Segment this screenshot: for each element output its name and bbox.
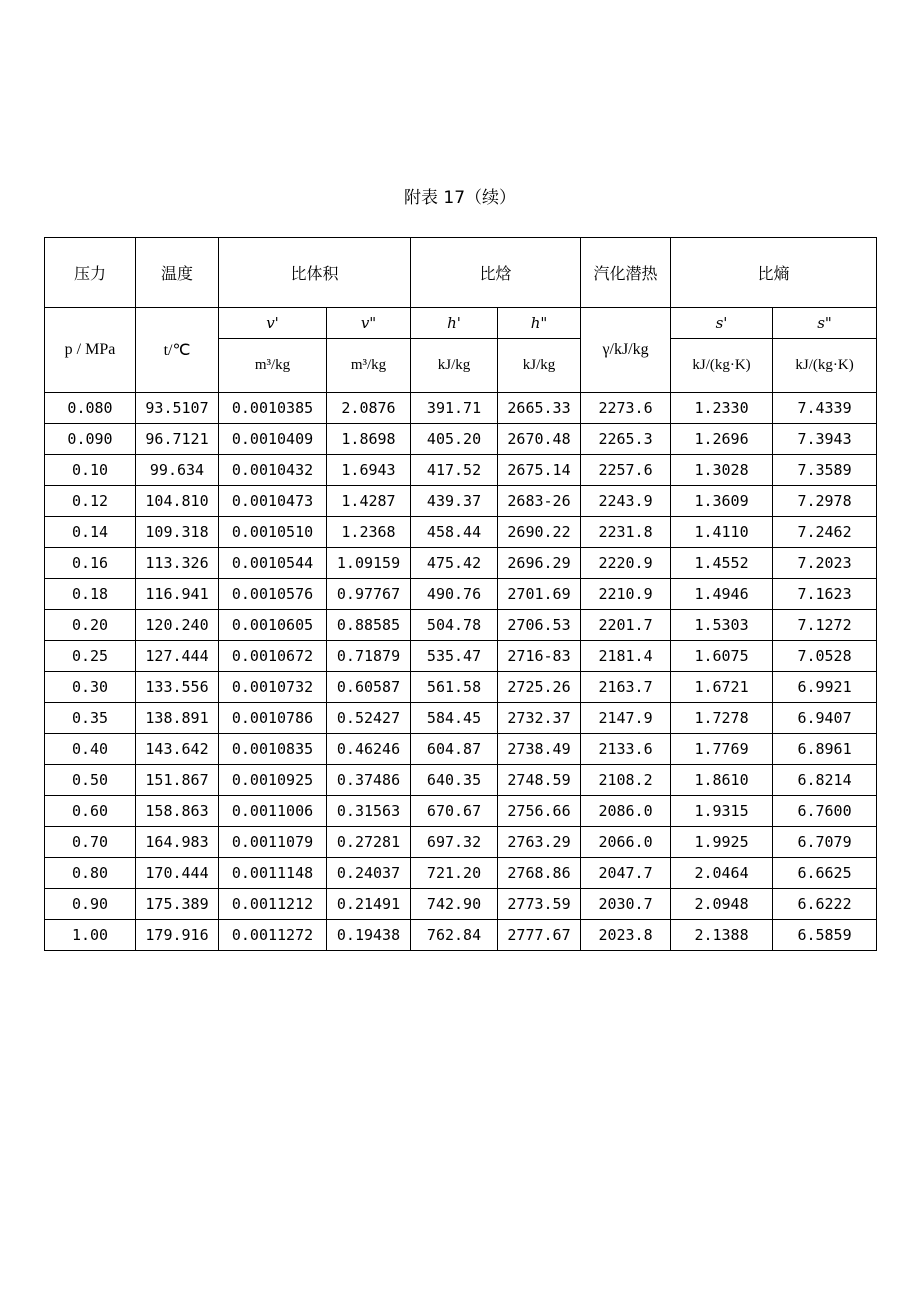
table-cell: 0.52427 — [327, 703, 411, 734]
table-cell: 0.46246 — [327, 734, 411, 765]
table-cell: 175.389 — [136, 889, 219, 920]
table-cell: 158.863 — [136, 796, 219, 827]
table-row — [45, 920, 877, 951]
table-cell: 417.52 — [411, 455, 498, 486]
table-cell: 0.71879 — [327, 641, 411, 672]
header-specific-volume: 比体积 — [219, 238, 411, 308]
table-cell: 2066.0 — [581, 827, 671, 858]
table-cell: 0.080 — [45, 393, 136, 424]
table-cell: 1.8610 — [671, 765, 773, 796]
table-cell: 0.25 — [45, 641, 136, 672]
table-cell: 1.4946 — [671, 579, 773, 610]
table-cell: 604.87 — [411, 734, 498, 765]
table-cell: 7.4339 — [773, 393, 877, 424]
table-cell: 116.941 — [136, 579, 219, 610]
table-cell: 640.35 — [411, 765, 498, 796]
table-cell: 0.88585 — [327, 610, 411, 641]
table-row — [45, 393, 877, 424]
table-cell: 96.7121 — [136, 424, 219, 455]
table-row — [45, 641, 877, 672]
table-cell: 0.0010925 — [219, 765, 327, 796]
table-cell: 0.30 — [45, 672, 136, 703]
table-cell: 2.0464 — [671, 858, 773, 889]
table-cell: 1.6721 — [671, 672, 773, 703]
table-cell: 7.3589 — [773, 455, 877, 486]
table-cell: 490.76 — [411, 579, 498, 610]
table-cell: 0.090 — [45, 424, 136, 455]
table-cell: 6.8214 — [773, 765, 877, 796]
table-cell: 2047.7 — [581, 858, 671, 889]
unit-h2: kJ/kg — [498, 339, 581, 393]
table-cell: 104.810 — [136, 486, 219, 517]
unit-v2: m³/kg — [327, 339, 411, 393]
table-cell: 7.1272 — [773, 610, 877, 641]
table-cell: 0.0010409 — [219, 424, 327, 455]
table-cell: 7.0528 — [773, 641, 877, 672]
table-cell: 7.2978 — [773, 486, 877, 517]
table-cell: 93.5107 — [136, 393, 219, 424]
table-cell: 2147.9 — [581, 703, 671, 734]
table-cell: 0.14 — [45, 517, 136, 548]
table-cell: 0.0010835 — [219, 734, 327, 765]
table-cell: 2257.6 — [581, 455, 671, 486]
table-cell: 0.18 — [45, 579, 136, 610]
table-cell: 6.6625 — [773, 858, 877, 889]
table-cell: 2.0876 — [327, 393, 411, 424]
table-cell: 0.24037 — [327, 858, 411, 889]
table-cell: 2201.7 — [581, 610, 671, 641]
table-cell: 6.5859 — [773, 920, 877, 951]
table-cell: 742.90 — [411, 889, 498, 920]
table-cell: 7.3943 — [773, 424, 877, 455]
table-cell: 1.09159 — [327, 548, 411, 579]
table-row — [45, 517, 877, 548]
table-cell: 138.891 — [136, 703, 219, 734]
table-cell: 1.2368 — [327, 517, 411, 548]
table-cell: 1.7769 — [671, 734, 773, 765]
table-cell: 2133.6 — [581, 734, 671, 765]
table-cell: 2023.8 — [581, 920, 671, 951]
table-cell: 584.45 — [411, 703, 498, 734]
table-cell: 0.0010605 — [219, 610, 327, 641]
table-cell: 2706.53 — [498, 610, 581, 641]
header-enthalpy: 比焓 — [411, 238, 581, 308]
pressure-unit: p / MPa — [45, 308, 136, 393]
unit-h1: kJ/kg — [411, 339, 498, 393]
table-cell: 2725.26 — [498, 672, 581, 703]
table-cell: 1.2696 — [671, 424, 773, 455]
table-row — [45, 827, 877, 858]
symbol-v2: v" — [327, 308, 411, 339]
table-title: 附表 17（续） — [403, 188, 517, 208]
header-temperature: 温度 — [136, 238, 219, 308]
table-cell: 6.7079 — [773, 827, 877, 858]
table-cell: 6.9921 — [773, 672, 877, 703]
symbol-s2: s" — [773, 308, 877, 339]
unit-v1: m³/kg — [219, 339, 327, 393]
table-cell: 1.9925 — [671, 827, 773, 858]
header-pressure: 压力 — [45, 238, 136, 308]
table-cell: 475.42 — [411, 548, 498, 579]
symbol-h1: h' — [411, 308, 498, 339]
table-cell: 0.0010432 — [219, 455, 327, 486]
table-cell: 179.916 — [136, 920, 219, 951]
table-cell: 170.444 — [136, 858, 219, 889]
table-cell: 6.6222 — [773, 889, 877, 920]
latent-heat-unit: γ/kJ/kg — [581, 308, 671, 393]
table-row — [45, 455, 877, 486]
table-cell: 2768.86 — [498, 858, 581, 889]
table-cell: 1.6943 — [327, 455, 411, 486]
table-cell: 2220.9 — [581, 548, 671, 579]
table-cell: 0.12 — [45, 486, 136, 517]
table-cell: 0.0010473 — [219, 486, 327, 517]
table-cell: 143.642 — [136, 734, 219, 765]
table-cell: 2763.29 — [498, 827, 581, 858]
symbol-v1: v' — [219, 308, 327, 339]
table-cell: 2716-83 — [498, 641, 581, 672]
table-cell: 1.3609 — [671, 486, 773, 517]
table-row — [45, 703, 877, 734]
table-cell: 2696.29 — [498, 548, 581, 579]
table-cell: 405.20 — [411, 424, 498, 455]
table-row — [45, 424, 877, 455]
table-cell: 2690.22 — [498, 517, 581, 548]
table-cell: 0.37486 — [327, 765, 411, 796]
table-cell: 1.9315 — [671, 796, 773, 827]
table-cell: 0.0010544 — [219, 548, 327, 579]
table-row — [45, 734, 877, 765]
table-cell: 1.4110 — [671, 517, 773, 548]
table-cell: 0.50 — [45, 765, 136, 796]
header-latent-heat: 汽化潜热 — [581, 238, 671, 308]
table-cell: 151.867 — [136, 765, 219, 796]
table-cell: 6.7600 — [773, 796, 877, 827]
table-cell: 0.70 — [45, 827, 136, 858]
table-cell: 504.78 — [411, 610, 498, 641]
table-cell: 0.0010732 — [219, 672, 327, 703]
table-cell: 2.0948 — [671, 889, 773, 920]
table-row — [45, 765, 877, 796]
table-cell: 0.0011006 — [219, 796, 327, 827]
table-cell: 0.19438 — [327, 920, 411, 951]
table-cell: 2683-26 — [498, 486, 581, 517]
table-cell: 0.31563 — [327, 796, 411, 827]
table-cell: 2732.37 — [498, 703, 581, 734]
steam-table — [44, 237, 877, 951]
table-cell: 2181.4 — [581, 641, 671, 672]
table-cell: 697.32 — [411, 827, 498, 858]
table-cell: 0.21491 — [327, 889, 411, 920]
symbol-s1: s' — [671, 308, 773, 339]
table-cell: 2108.2 — [581, 765, 671, 796]
table-cell: 762.84 — [411, 920, 498, 951]
table-cell: 0.16 — [45, 548, 136, 579]
table-cell: 0.0010672 — [219, 641, 327, 672]
table-cell: 0.0011148 — [219, 858, 327, 889]
table-cell: 164.983 — [136, 827, 219, 858]
table-cell: 0.0010385 — [219, 393, 327, 424]
table-cell: 2273.6 — [581, 393, 671, 424]
table-cell: 0.20 — [45, 610, 136, 641]
table-cell: 561.58 — [411, 672, 498, 703]
table-cell: 2163.7 — [581, 672, 671, 703]
table-cell: 0.35 — [45, 703, 136, 734]
table-cell: 458.44 — [411, 517, 498, 548]
table-cell: 7.2462 — [773, 517, 877, 548]
table-cell: 2756.66 — [498, 796, 581, 827]
table-cell: 2670.48 — [498, 424, 581, 455]
table-cell: 6.9407 — [773, 703, 877, 734]
table-cell: 0.0011272 — [219, 920, 327, 951]
table-cell: 113.326 — [136, 548, 219, 579]
table-row — [45, 672, 877, 703]
table-cell: 2748.59 — [498, 765, 581, 796]
table-cell: 2777.67 — [498, 920, 581, 951]
table-cell: 0.0010510 — [219, 517, 327, 548]
table-cell: 0.0011079 — [219, 827, 327, 858]
temperature-unit: t/℃ — [136, 308, 219, 393]
table-cell: 439.37 — [411, 486, 498, 517]
table-row — [45, 858, 877, 889]
header-entropy: 比熵 — [671, 238, 877, 308]
table-cell: 2738.49 — [498, 734, 581, 765]
table-cell: 0.0010576 — [219, 579, 327, 610]
table-cell: 0.60587 — [327, 672, 411, 703]
table-cell: 0.10 — [45, 455, 136, 486]
table-cell: 1.5303 — [671, 610, 773, 641]
table-cell: 133.556 — [136, 672, 219, 703]
table-cell: 2231.8 — [581, 517, 671, 548]
table-cell: 0.0010786 — [219, 703, 327, 734]
symbol-h2: h" — [498, 308, 581, 339]
table-cell: 0.27281 — [327, 827, 411, 858]
table-cell: 0.80 — [45, 858, 136, 889]
unit-s2: kJ/(kg·K) — [773, 339, 877, 393]
table-cell: 1.4287 — [327, 486, 411, 517]
table-cell: 391.71 — [411, 393, 498, 424]
table-cell: 2675.14 — [498, 455, 581, 486]
table-cell: 1.8698 — [327, 424, 411, 455]
table-cell: 0.90 — [45, 889, 136, 920]
table-cell: 0.60 — [45, 796, 136, 827]
table-cell: 7.2023 — [773, 548, 877, 579]
table-cell: 1.6075 — [671, 641, 773, 672]
table-cell: 120.240 — [136, 610, 219, 641]
table-cell: 2773.59 — [498, 889, 581, 920]
table-cell: 2086.0 — [581, 796, 671, 827]
table-row — [45, 579, 877, 610]
table-row — [45, 486, 877, 517]
table-cell: 2210.9 — [581, 579, 671, 610]
table-cell: 2030.7 — [581, 889, 671, 920]
table-cell: 2665.33 — [498, 393, 581, 424]
table-cell: 721.20 — [411, 858, 498, 889]
table-cell: 99.634 — [136, 455, 219, 486]
table-cell: 0.40 — [45, 734, 136, 765]
table-cell: 1.7278 — [671, 703, 773, 734]
table-cell: 2701.69 — [498, 579, 581, 610]
table-cell: 7.1623 — [773, 579, 877, 610]
table-cell: 6.8961 — [773, 734, 877, 765]
unit-s1: kJ/(kg·K) — [671, 339, 773, 393]
table-cell: 109.318 — [136, 517, 219, 548]
table-cell: 1.00 — [45, 920, 136, 951]
table-cell: 127.444 — [136, 641, 219, 672]
table-cell: 2265.3 — [581, 424, 671, 455]
table-row — [45, 548, 877, 579]
table-cell: 1.2330 — [671, 393, 773, 424]
table-cell: 2243.9 — [581, 486, 671, 517]
table-cell: 0.0011212 — [219, 889, 327, 920]
table-cell: 670.67 — [411, 796, 498, 827]
table-cell: 0.97767 — [327, 579, 411, 610]
table-row — [45, 610, 877, 641]
table-row — [45, 889, 877, 920]
table-cell: 535.47 — [411, 641, 498, 672]
table-row — [45, 796, 877, 827]
table-cell: 1.3028 — [671, 455, 773, 486]
table-cell: 1.4552 — [671, 548, 773, 579]
table-cell: 2.1388 — [671, 920, 773, 951]
